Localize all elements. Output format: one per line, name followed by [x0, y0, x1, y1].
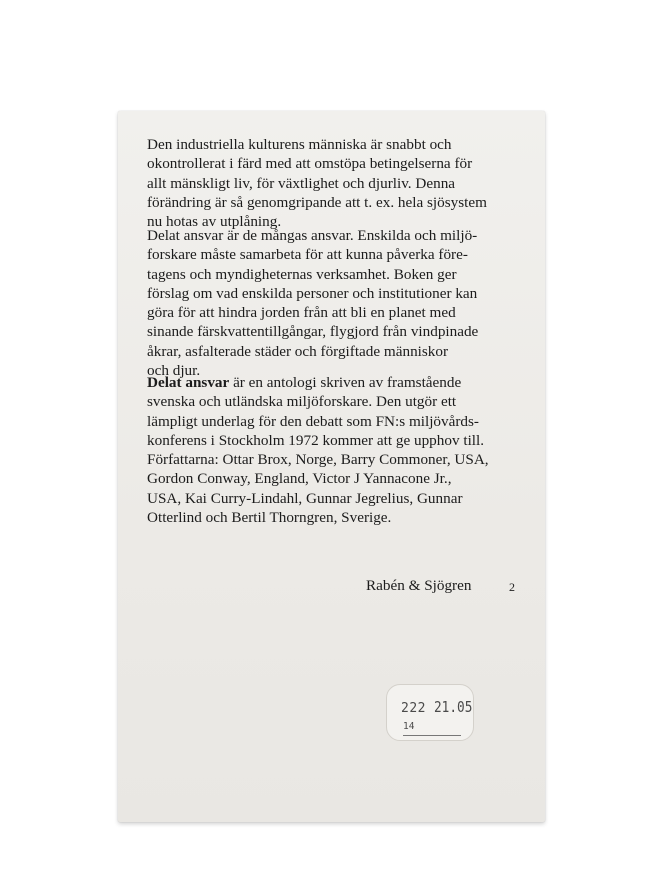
print-number: 2: [509, 580, 515, 594]
description-paragraph-1: Den industriella kulturens människa är snabbt och okontrollerat i färd med att omstöpa betingelserna för allt mänskligt liv, för växtlighet och djurliv. Denna förändring är så genomgripande att t. ex. hela sjösystem nu hotas av utplåning.: [147, 136, 487, 231]
price-sticker-code: 222: [401, 701, 426, 716]
book-back-cover: [118, 111, 545, 822]
price-sticker: [386, 684, 474, 741]
price-sticker-underline: [403, 735, 461, 736]
price-sticker-price: 21.05: [434, 698, 473, 716]
description-paragraph-2: Delat ansvar är de mångas ansvar. Enskilda och miljö- forskare måste samarbeta för att kunna påverka före- tagens och myndigheternas verksamhet. Boken ger förslag om vad enskilda personer och institutioner kan göra för att hindra jorden från att bli en planet med sinande färskvattentillgångar, flygjord från vindpinade åkrar, asfalterade städer och förgiftade människor och djur.: [147, 227, 479, 380]
publisher-name: Rabén & Sjögren: [366, 577, 472, 594]
description-paragraph-3-text: är en antologi skriven av framstående svenska och utländska miljöforskare. Den utgör ett lämpligt underlag för den debatt som FN:s miljövårds- konferens i Stockholm 1972 kommer att ge upphov till. Författarna: Ottar Brox, Norge, Barry Commoner, USA, Gordon Conway, England, Victor J Yannacone Jr., USA, Kai Curry-Lindahl, Gunnar Jegrelius, Gunnar Otterlind och Bertil Thorngren, Sverige.: [147, 374, 489, 527]
description-paragraph-3: [147, 373, 527, 527]
book-title-inline: Delat ansvar: [147, 374, 230, 391]
price-sticker-sub: 14: [403, 721, 415, 732]
